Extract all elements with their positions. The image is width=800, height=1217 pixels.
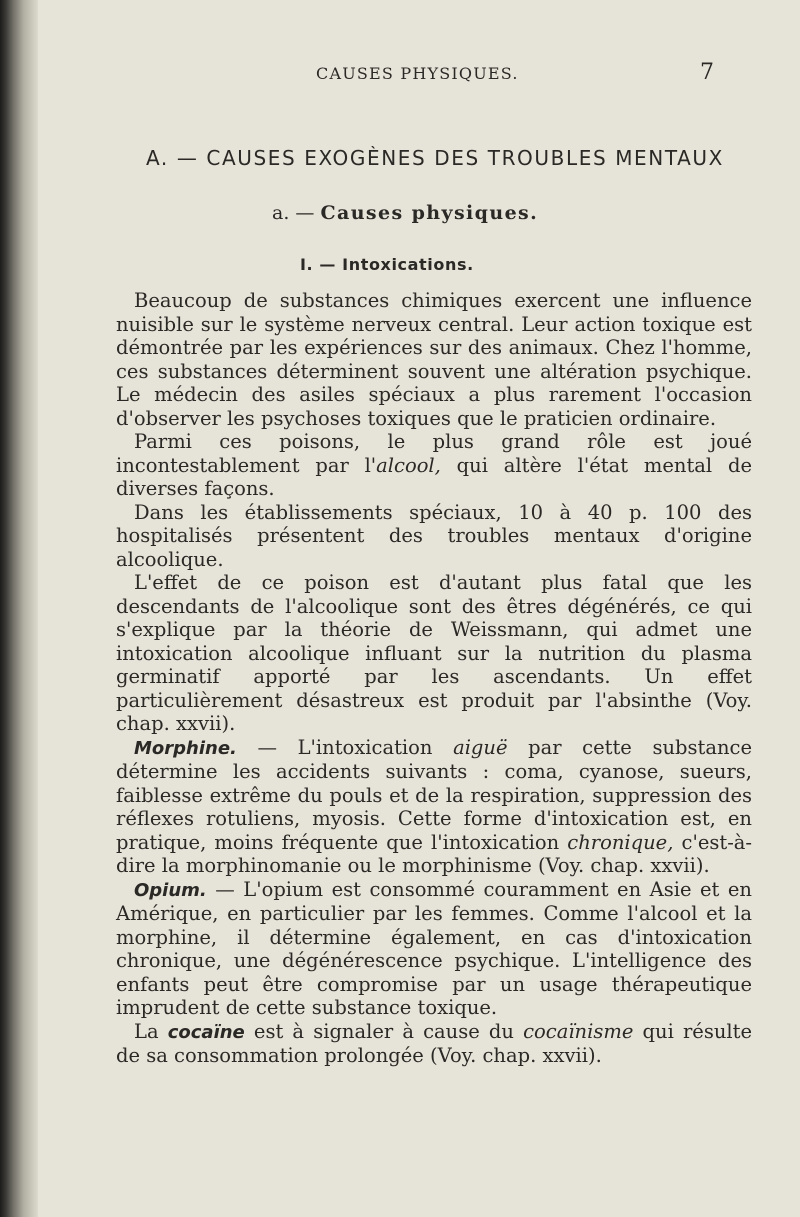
paragraph-cocaine	[116, 1020, 752, 1068]
section-heading: A. — CAUSES EXOGÈNES DES TROUBLES MENTAUX	[146, 146, 724, 170]
paragraph-morphine-text-3: c'est-à-dire la morphinomanie ou le morphinisme (Voy. chap. xxvii).	[116, 830, 753, 877]
body-text	[116, 289, 752, 1068]
running-title: CAUSES PHYSIQUES.	[316, 64, 519, 83]
cocaine-term: cocaïne	[167, 1021, 245, 1043]
chronic-term: chronique,	[567, 830, 674, 854]
paragraph-heredity: L'effet de ce poison est d'autant plus fatal que les descendants de l'alcoolique sont des êtres dégénérés, ce qui s'explique par la théorie de Weissmann, qui admet une intoxication alcoolique influant sur la nutrition du plasma germinatif apporté par les ascendants. Un effet particulièrement désastreux est produit par l'absinthe (Voy. chap. xxvii).	[116, 571, 752, 735]
paragraph-hospitals: Dans les établissements spéciaux, 10 à 40 p. 100 des hospitalisés présentent des troubles mentaux d'origine alcoolique.	[116, 500, 752, 571]
subheading-marker: a. —	[272, 202, 315, 224]
paragraph-morphine-text-1: — L'intoxication	[236, 735, 454, 759]
subheading-title: Causes physiques.	[320, 202, 539, 224]
paragraph-alcohol-text-1: Parmi ces poisons, le plus grand rôle est joué incontestablement par l'	[116, 430, 752, 477]
paragraph-substances: Beaucoup de substances chimiques exercent une influence nuisible sur le système nerveux central. Leur action toxique est démontrée par les expériences sur des animaux. Chez l'homme, ces substances déterminent souvent une altération psychique. Le médecin des asiles spéciaux a plus rarement l'occasion d'observer les psychoses toxiques que le praticien ordinaire.	[116, 289, 752, 430]
alcohol-term: alcool,	[376, 453, 441, 477]
paragraph-alcohol	[116, 430, 752, 501]
paragraph-alcohol-text-2: qui altère l'état mental de diverses façons.	[116, 453, 752, 500]
opium-term: Opium.	[134, 879, 207, 901]
paragraph-opium-text: — L'opium est consommé couramment en Asie et en Amérique, en particulier par les femmes. Comme l'alcool et la morphine, il détermine également, en cas d'intoxication chronique, une dégénérescence psychique. L'intelligence des enfants peut être compromise par un usage thérapeutique imprudent de cette substance toxique.	[116, 877, 752, 1019]
subheading	[272, 202, 538, 224]
paragraph-morphine	[116, 736, 752, 878]
paragraph-cocaine-text-2: est à signaler à cause du	[244, 1019, 524, 1043]
cocainism-term: cocaïnisme	[523, 1019, 634, 1043]
paragraph-cocaine-text-1: La	[134, 1019, 168, 1043]
paragraph-morphine-text-2: par cette substance détermine les accidents suivants : coma, cyanose, sueurs, faiblesse extrême du pouls et de la respiration, suppression des réflexes rotuliens, myosis. Cette forme d'intoxication est, en pratique, moins fréquente que l'intoxication	[116, 735, 752, 854]
item-heading: I. — Intoxications.	[300, 255, 474, 274]
page-number: 7	[700, 60, 714, 85]
paragraph-opium	[116, 878, 752, 1020]
morphine-term: Morphine.	[134, 737, 237, 759]
paragraph-cocaine-text-3: qui résulte de sa consommation prolongée (Voy. chap. xxvii).	[116, 1019, 752, 1067]
acute-term: aiguë	[453, 735, 508, 759]
running-head	[0, 62, 800, 86]
